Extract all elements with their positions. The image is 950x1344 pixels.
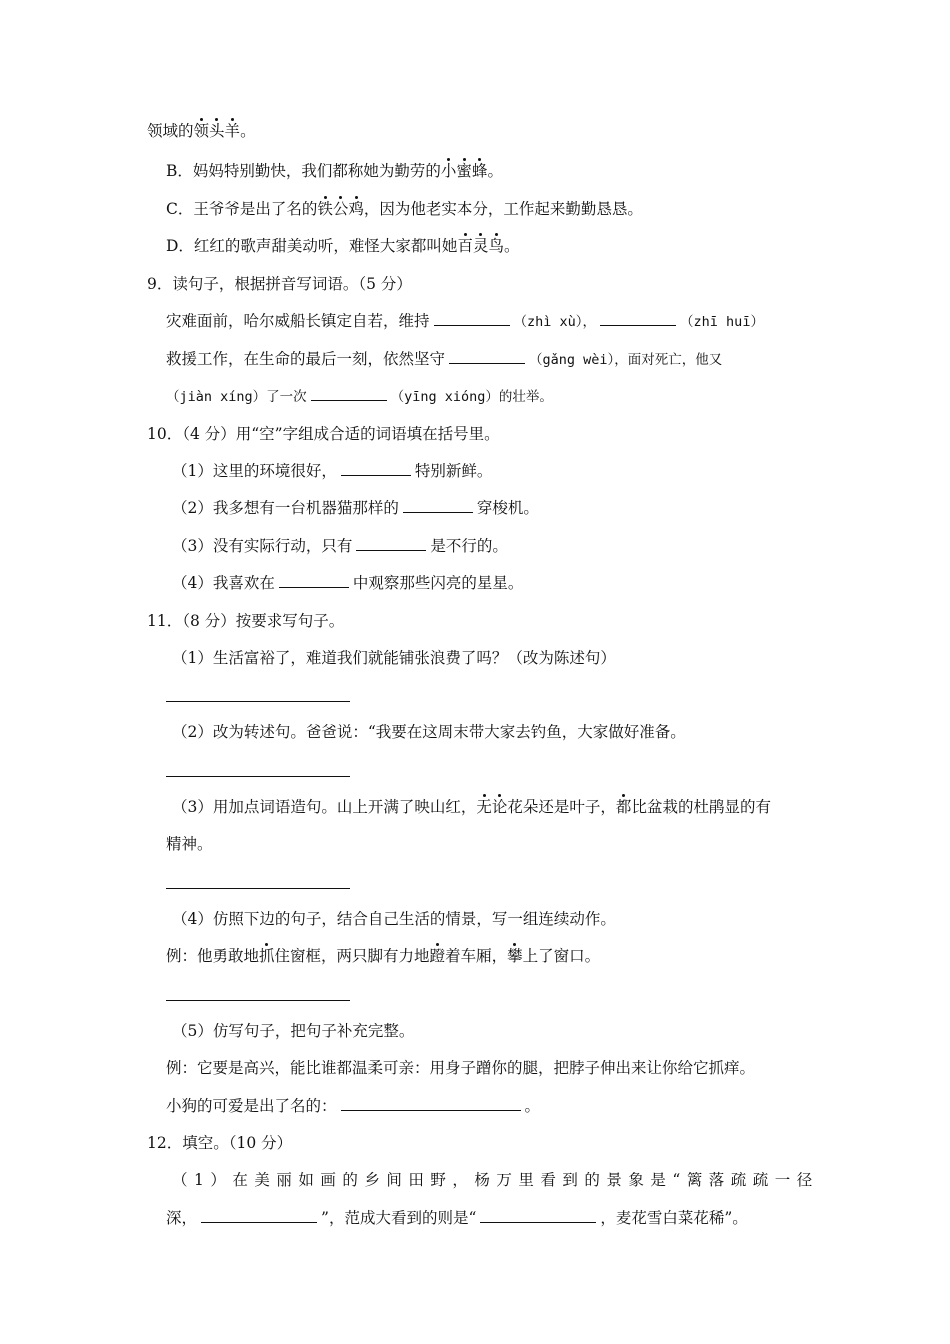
dotted-char: 蜜	[456, 162, 472, 180]
text: 小狗的可爱是出了名的：	[166, 1097, 337, 1115]
answer-blank[interactable]	[341, 1096, 521, 1111]
text: 救援工作，在生命的最后一刻，依然坚守	[166, 350, 446, 368]
dotted-char: 抓	[259, 947, 275, 965]
q12-title: 12．填空。（10 分）	[147, 1134, 293, 1152]
dotted-char: 鸟	[488, 237, 504, 255]
dotted-char: 铁	[317, 200, 333, 218]
text: 中观察那些闪亮的星星。	[352, 574, 524, 592]
q12-line1: （1）在美丽如画的乡间田野，杨万里看到的景象是“篱落疏疏一径	[172, 1171, 819, 1189]
q11-sub2: （2）改为转述句。爸爸说：“我要在这周末带大家去钓鱼，大家做好准备。	[172, 723, 686, 741]
dotted-char: 论	[491, 798, 508, 816]
text: 特别新鲜。	[414, 462, 493, 480]
pinyin: （gǎng wèi），面对死亡，他又	[529, 352, 723, 368]
dotted-char: 公	[332, 200, 349, 218]
text: 。	[240, 122, 256, 140]
text: 深，	[166, 1209, 198, 1227]
text: C．王爷爷是出了名的	[166, 200, 318, 218]
q9-line3	[166, 385, 553, 408]
text: B．妈妈特别勤快，我们都称她为勤劳的	[166, 162, 441, 180]
text: （3）用加点词语造句。山上开满了映山红，	[172, 798, 477, 816]
dotted-char: 小	[440, 162, 457, 180]
text: （1）这里的环境很好，	[172, 462, 337, 480]
q12-line2	[166, 1207, 748, 1229]
q11-sub3	[172, 796, 771, 818]
answer-line[interactable]	[166, 776, 350, 777]
q9-title: 9．读句子，根据拼音写词语。（5 分）	[147, 275, 412, 293]
q11-sub1: （1）生活富裕了，难道我们就能铺张浪费了吗？（改为陈述句）	[172, 649, 616, 667]
text: 穿梭机。	[476, 499, 539, 517]
dotted-char: 羊	[224, 122, 241, 140]
answer-blank[interactable]	[356, 536, 426, 551]
text: 。	[487, 162, 503, 180]
dotted-char: 蜂	[471, 162, 488, 180]
text: D．红红的歌声甜美动听，难怪大家都叫她	[166, 237, 458, 255]
pinyin: （jiàn xíng）了一次	[166, 389, 307, 405]
q11-sub3-cont: 精神。	[166, 835, 213, 853]
answer-line[interactable]	[166, 1000, 350, 1001]
q11-sub5: （5）仿写句子，把句子补充完整。	[172, 1022, 415, 1040]
text: （2）我多想有一台机器猫那样的	[172, 499, 399, 517]
answer-blank[interactable]	[201, 1208, 317, 1223]
answer-blank[interactable]	[279, 573, 349, 588]
text: 上了窗口。	[522, 947, 601, 965]
q10-item-4	[172, 572, 523, 594]
q8-option-b	[166, 160, 503, 182]
dotted-char: 攀	[507, 947, 523, 965]
q11-sub4: （4）仿照下边的句子，结合自己生活的情景，写一组连续动作。	[172, 910, 616, 928]
pinyin: （yīng xióng）的壮举。	[390, 389, 553, 405]
dotted-char: 百	[457, 237, 473, 255]
q11-title: 11．（8 分）按要求写句子。	[147, 612, 345, 630]
text: 领域的	[147, 122, 194, 140]
text: 例：他勇敢地	[166, 947, 260, 965]
pinyin: （zhī huī）	[680, 314, 764, 330]
answer-line[interactable]	[166, 701, 350, 702]
dotted-char: 都	[615, 798, 632, 816]
answer-blank[interactable]	[449, 349, 525, 364]
text: 着车厢，	[445, 947, 508, 965]
text: 比盆栽的杜鹃显的有	[631, 798, 771, 816]
answer-line[interactable]	[166, 888, 350, 889]
pinyin: （zhì xù），	[513, 314, 597, 330]
q8-line0	[147, 120, 256, 142]
answer-blank[interactable]	[434, 311, 510, 326]
text: 。	[524, 1097, 541, 1115]
q11-sub5-example: 例：它要是高兴，能比谁都温柔可亲：用身子蹭你的腿，把脖子伸出来让你给它抓痒。	[166, 1059, 756, 1077]
text: 灾难面前，哈尔威船长镇定自若，维持	[166, 312, 430, 330]
q10-item-2	[172, 497, 539, 519]
q11-sub4-example	[166, 945, 600, 967]
answer-blank[interactable]	[600, 311, 676, 326]
q9-line1	[166, 310, 764, 333]
q8-option-c	[166, 198, 643, 220]
dotted-char: 无	[476, 798, 492, 816]
q8-option-d	[166, 235, 520, 257]
text: （4）我喜欢在	[172, 574, 275, 592]
text: 。	[503, 237, 520, 255]
dotted-char: 领	[193, 122, 210, 140]
q10-title: 10．（4 分）用“空”字组成合适的词语填在括号里。	[147, 425, 500, 443]
answer-blank[interactable]	[403, 498, 473, 513]
answer-blank[interactable]	[341, 461, 411, 476]
dotted-char: 头	[209, 122, 225, 140]
text: ”，范成大看到的则是“	[321, 1209, 477, 1227]
text: 住窗框，两只脚有力地	[274, 947, 430, 965]
dotted-char: 蹬	[429, 947, 446, 965]
q10-item-3	[172, 535, 508, 557]
answer-blank[interactable]	[480, 1208, 596, 1223]
text: 是不行的。	[430, 537, 508, 555]
dotted-char: 灵	[472, 237, 489, 255]
dotted-char: 鸡	[348, 200, 364, 218]
text: 花朵还是叶子，	[507, 798, 616, 816]
answer-blank[interactable]	[311, 386, 387, 401]
text: ，麦花雪白菜花稀”。	[600, 1209, 748, 1227]
text: ，因为他老实本分，工作起来勤勤恳恳。	[363, 200, 643, 218]
text: （3）没有实际行动，只有	[172, 537, 353, 555]
q11-sub5-task	[166, 1095, 540, 1117]
q10-item-1	[172, 460, 492, 482]
q9-line2	[166, 348, 722, 371]
